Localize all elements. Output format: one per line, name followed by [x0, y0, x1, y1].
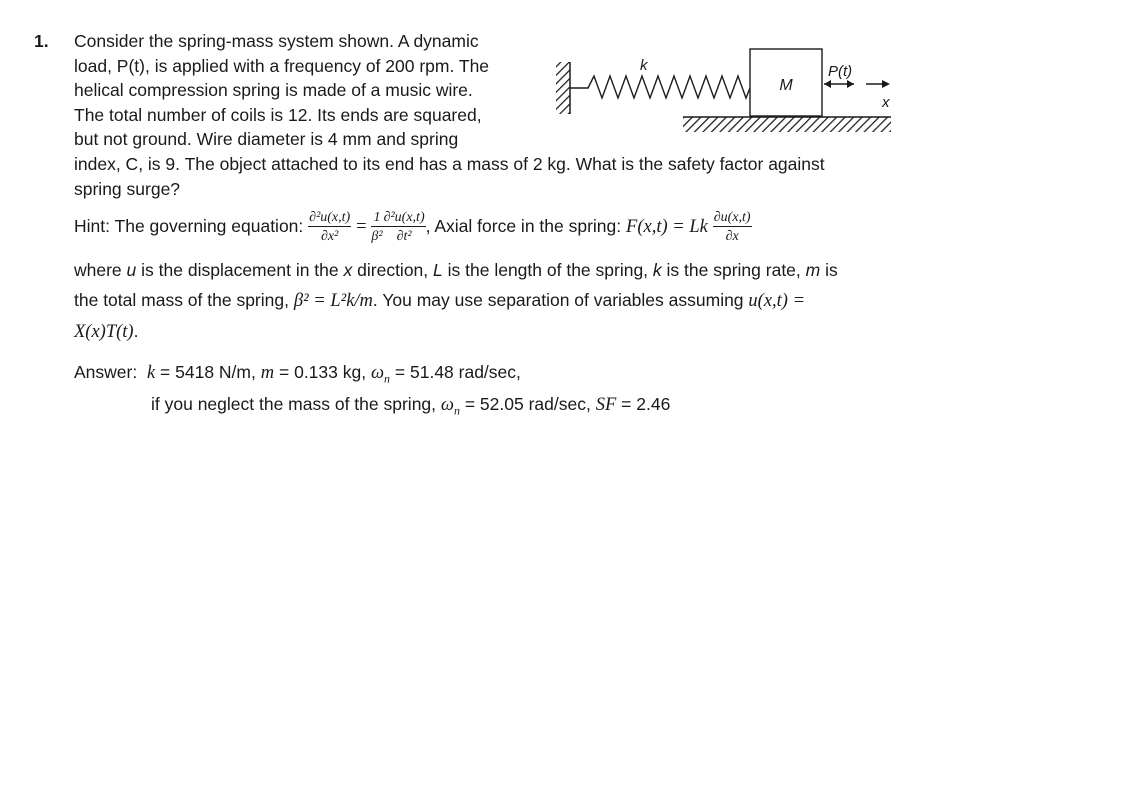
answer-m-value: = 0.133 kg,: [279, 362, 367, 382]
product-equation: X(x)T(t): [74, 322, 134, 342]
wall: [556, 62, 570, 114]
load-label: P(t): [828, 63, 853, 80]
problem-line: index, C, is 9. The object attached to its end has a mass of 2 kg. What is the safety factor against: [74, 153, 825, 174]
text-span: is: [825, 260, 838, 280]
spring-label: k: [640, 57, 648, 74]
lhs-fraction: [308, 210, 351, 245]
mass-label: M: [779, 77, 793, 94]
where-line: [74, 255, 838, 285]
ground: [683, 117, 891, 132]
text-span: direction,: [357, 260, 429, 280]
answer-k-value: = 5418 N/m,: [160, 362, 256, 382]
omega-subscript: n: [453, 403, 460, 418]
text-span: . You may use separation of variables assuming: [372, 290, 744, 310]
answer-sf-symbol: SF: [595, 394, 617, 415]
spring: [570, 76, 750, 98]
problem-line: The total number of coils is 12. Its ends are squared,: [74, 104, 482, 125]
var-m: m: [805, 260, 821, 280]
var-L: L: [433, 260, 443, 280]
text-span: the total mass of the spring,: [74, 290, 289, 310]
answer-wn-symbol: [370, 363, 391, 386]
answer-block: [74, 360, 670, 423]
text-span: is the length of the spring,: [447, 260, 649, 280]
hint-prefix: Hint: The governing equation:: [74, 216, 304, 236]
omega-symbol: ω: [370, 363, 385, 383]
answer-neglect-text: if you neglect the mass of the spring,: [151, 393, 437, 414]
text-span: is the spring rate,: [666, 260, 801, 280]
coef-fraction: [371, 210, 382, 245]
answer-label: Answer:: [74, 362, 138, 382]
coef-numerator: 1: [371, 210, 382, 227]
product-line: [74, 316, 838, 347]
lhs-denominator: ∂x²: [321, 228, 339, 244]
omega-symbol: ω: [440, 394, 454, 415]
hint-equation-line: [74, 208, 752, 245]
axial-equation: F(x,t) = Lk: [626, 217, 708, 237]
problem-line: Consider the spring-mass system shown. A dynamic: [74, 31, 479, 51]
axial-text: , Axial force in the spring:: [425, 216, 622, 236]
problem-line: spring surge?: [74, 178, 181, 199]
var-x: x: [343, 260, 353, 280]
hint-explanation: [74, 255, 838, 347]
beta-equation: β² = L²k/m: [293, 291, 373, 311]
problem-line: but not ground. Wire diameter is 4 mm and spring: [74, 129, 459, 150]
answer-wn-value: = 51.48 rad/sec,: [394, 362, 521, 382]
lhs-numerator: ∂²u(x,t): [309, 209, 351, 225]
separation-equation: u(x,t) =: [748, 291, 806, 311]
problem-line: load, P(t), is applied with a frequency of 200 rpm. The: [74, 55, 490, 76]
answer-sf-value: = 2.46: [621, 393, 671, 414]
answer-k-symbol: k: [146, 363, 156, 383]
rhs-numerator: ∂²u(x,t): [383, 209, 425, 225]
var-u: u: [126, 260, 137, 280]
text-span: is the displacement in the: [141, 260, 339, 280]
var-k: k: [652, 260, 662, 280]
text-span: where: [74, 260, 122, 280]
answer-wn2-symbol: [440, 394, 460, 418]
rhs-denominator: ∂t²: [396, 228, 412, 244]
problem-number: 1.: [34, 31, 49, 51]
beta-line: [74, 285, 838, 316]
force-denominator: ∂x: [725, 228, 739, 244]
omega-subscript: n: [384, 371, 391, 386]
x-axis-arrow: [866, 80, 890, 88]
equals-sign: =: [356, 217, 367, 237]
spring-mass-diagram: [548, 40, 898, 140]
answer-line-2: [74, 392, 670, 424]
problem-line: helical compression spring is made of a music wire.: [74, 80, 473, 101]
answer-line-1: [74, 360, 670, 392]
load-arrow: [824, 80, 854, 88]
rhs-fraction: [383, 210, 426, 245]
answer-wn2-value: = 52.05 rad/sec,: [464, 393, 591, 414]
text-span: .: [133, 321, 139, 341]
coef-denominator: β²: [371, 228, 383, 244]
force-fraction: [713, 210, 752, 245]
answer-m-symbol: m: [260, 363, 275, 383]
force-numerator: ∂u(x,t): [713, 209, 751, 225]
axis-label: x: [882, 94, 890, 111]
